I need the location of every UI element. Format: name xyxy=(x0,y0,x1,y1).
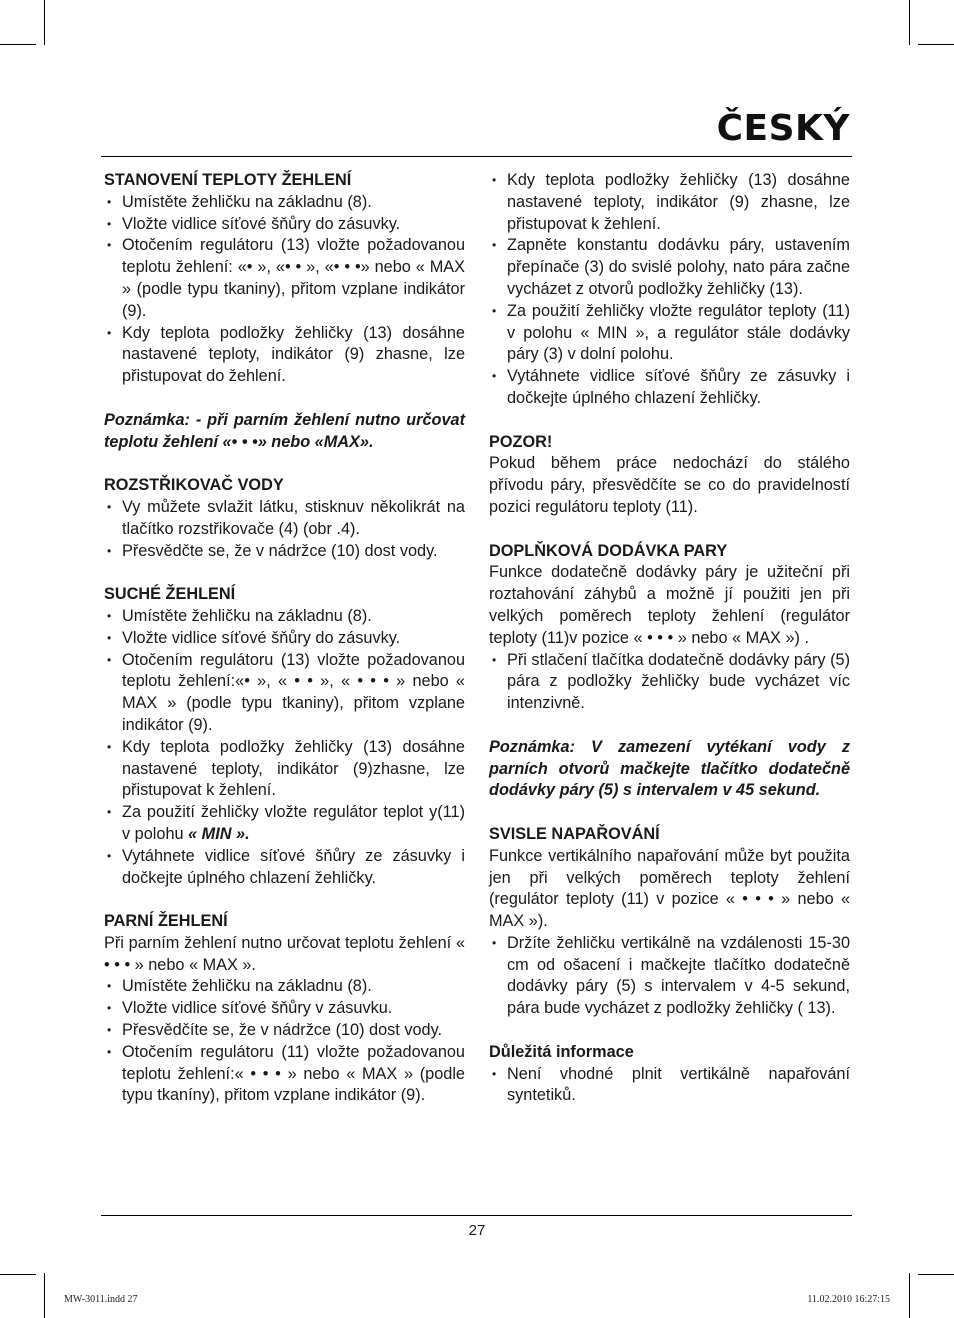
list-item: • Umístěte žehličku na základnu (8). xyxy=(104,976,465,998)
list-item: • Přesvědčíte se, že v nádržce (10) dost vody. xyxy=(104,1020,465,1042)
min-position-label: « MIN ». xyxy=(188,824,250,843)
steam-ironing-intro: Při parním žehlení nutno určovat teplotu žehlení « • • • » nebo « MAX ». xyxy=(104,933,465,974)
section-heading-vertical-steam: SVISLE NAPAŘOVÁNÍ xyxy=(489,824,660,843)
header-rule xyxy=(101,156,852,157)
section-heading-steam-boost: DOPLŇKOVÁ DODÁVKA PARY xyxy=(489,541,728,560)
important-list xyxy=(489,1064,850,1108)
list-item: • Při stlačení tlačítka dodatečně dodávky páry (5) pára z podložky žehličky bude vycházet víc intenzivně. xyxy=(489,650,850,715)
crop-mark xyxy=(918,44,954,45)
page-title: ČESKÝ xyxy=(716,108,850,149)
section-heading-steam-ironing: PARNÍ ŽEHLENÍ xyxy=(104,912,228,931)
crop-mark xyxy=(0,1274,36,1275)
crop-mark xyxy=(44,1273,45,1318)
list-item-text: Za použití žehličky vložte regulátor teplot y(11) v polohu xyxy=(122,803,465,843)
list-item: • Držíte žehličku vertikálně na vzdálenosti 15-30 cm od ošacení i mačkejte tlačítko dodatečně dodávky páry (5) s intervalem v 4-5 sekund, pára bude vycházet z podložky žehličky ( 13). xyxy=(489,933,850,1020)
list-item: • Za použití žehličky vložte regulátor teploty (11) v polohu « MIN », a regulátor stále dodávky páry (3) v dolní polohu. xyxy=(489,301,850,366)
list-item: • Umístěte žehličku na základnu (8). xyxy=(104,606,465,628)
caution-text: Pokud během práce nedochází do stálého přívodu páry, přesvědčíte se co do pravidelností pozici regulátoru teploty (11). xyxy=(489,454,850,516)
section-heading-important: Důležitá informace xyxy=(489,1042,634,1061)
crop-mark xyxy=(909,0,910,45)
crop-mark xyxy=(0,44,36,45)
note-steam-boost: Poznámka: V zamezení vytékaní vody z parních otvorů mačkejte tlačítko dodatečně dodávky páry (5) s intervalem v 45 sekund. xyxy=(489,737,850,800)
section-heading-sprayer: ROZSTŘIKOVAČ VODY xyxy=(104,476,284,495)
sprayer-list xyxy=(104,497,465,562)
footer-rule xyxy=(101,1215,852,1216)
crop-mark xyxy=(909,1273,910,1318)
list-item: • Kdy teplota podložky žehličky (13) dosáhne nastavené teploty, indikátor (9) zhasne, lze přistupovat do žehlení. xyxy=(104,323,465,388)
list-item: • Otočením regulátoru (13) vložte požadovanou teplotu žehlení:«• », « • • », « • • • » nebo « MAX » (podle typu tkaniny), přitom vzplane indikátor (9). xyxy=(104,650,465,737)
steam-boost-text: Funkce dodatečně dodávky páry je užiteční při roztahování záhybů a možně jí použiti jen při velkých poměrech teploty žehlení (regulátor teploty (11)v pozice « • • • » nebo « MAX ») . xyxy=(489,563,850,647)
list-item: • Přesvědčte se, že v nádržce (10) dost vody. xyxy=(104,541,465,563)
list-item: • Vy můžete svlažit látku, stisknuv několikrát na tlačítko rozstřikovače (4) (obr .4). xyxy=(104,497,465,541)
vertical-steam-text: Funkce vertikálního napařování může byt použita jen při velkých poměrech teploty žehlení (regulátor teploty (11) v pozice « • • • » nebo « MAX »). xyxy=(489,846,850,931)
steam-boost-list xyxy=(489,650,850,715)
right-column xyxy=(489,170,850,1107)
list-item: • Kdy teplota podložky žehličky (13) dosáhne nastavené teploty, indikátor (9) zhasne, lze přistupovat k žehlení. xyxy=(489,170,850,235)
section-heading-caution: POZOR! xyxy=(489,432,553,451)
section-heading-temperature: STANOVENÍ TEPLOTY ŽEHLENÍ xyxy=(104,171,352,189)
crop-mark xyxy=(918,1274,954,1275)
list-item: • Vložte vidlice síťové šňůry v zásuvku. xyxy=(104,998,465,1020)
vertical-steam-list xyxy=(489,933,850,1020)
list-item: • Vložte vidlice síťové šňůry do zásuvky. xyxy=(104,628,465,650)
steam-ironing-continued-list xyxy=(489,170,850,410)
dry-ironing-list xyxy=(104,606,465,889)
page-number: 27 xyxy=(468,1222,486,1239)
list-item: • Otočením regulátoru (11) vložte požadovanou teplotu žehlení:« • • • » nebo « MAX » (podle typu tkaníny), přitom vzplane indikátor (9). xyxy=(104,1042,465,1107)
left-column xyxy=(104,170,465,1107)
list-item: • Vytáhnete vidlice síťové šňůry ze zásuvky i dočkejte úplného chlazení žehličky. xyxy=(489,366,850,410)
list-item: • Otočením regulátoru (13) vložte požadovanou teplotu žehlení: «• », «• • », «• • •» nebo « MAX » (podle typu tkaniny), přitom vzplane indikátor (9). xyxy=(104,235,465,322)
list-item: • Kdy teplota podložky žehličky (13) dosáhne nastavené teploty, indikátor (9)zhasne, lze přistupovat k žehlení. xyxy=(104,737,465,802)
timestamp-slug: 11.02.2010 16:27:15 xyxy=(807,1294,890,1305)
list-item: • Vložte vidlice síťové šňůry do zásuvky. xyxy=(104,214,465,236)
list-item: • Není vhodné plnit vertikálně napařování syntetiků. xyxy=(489,1064,850,1108)
section-heading-dry-ironing: SUCHÉ ŽEHLENÍ xyxy=(104,585,236,604)
steam-ironing-list xyxy=(104,976,465,1107)
crop-mark xyxy=(44,0,45,45)
note-steam-temperature: Poznámka: - při parním žehlení nutno určovat teplotu žehlení «• • •» nebo «MAX». xyxy=(104,410,465,451)
list-item xyxy=(104,802,465,846)
file-slug: MW-3011.indd 27 xyxy=(64,1294,138,1305)
temperature-steps-list xyxy=(104,192,465,388)
list-item: • Zapněte konstantu dodávku páry, ustavením přepínače (3) do svislé polohy, nato pára začne vycházet z otvorů podložky žehličky (13). xyxy=(489,235,850,300)
list-item: • Vytáhnete vidlice síťové šňůry ze zásuvky i dočkejte úplného chlazení žehličky. xyxy=(104,846,465,890)
list-item: • Umístěte žehličku na základnu (8). xyxy=(104,192,465,214)
